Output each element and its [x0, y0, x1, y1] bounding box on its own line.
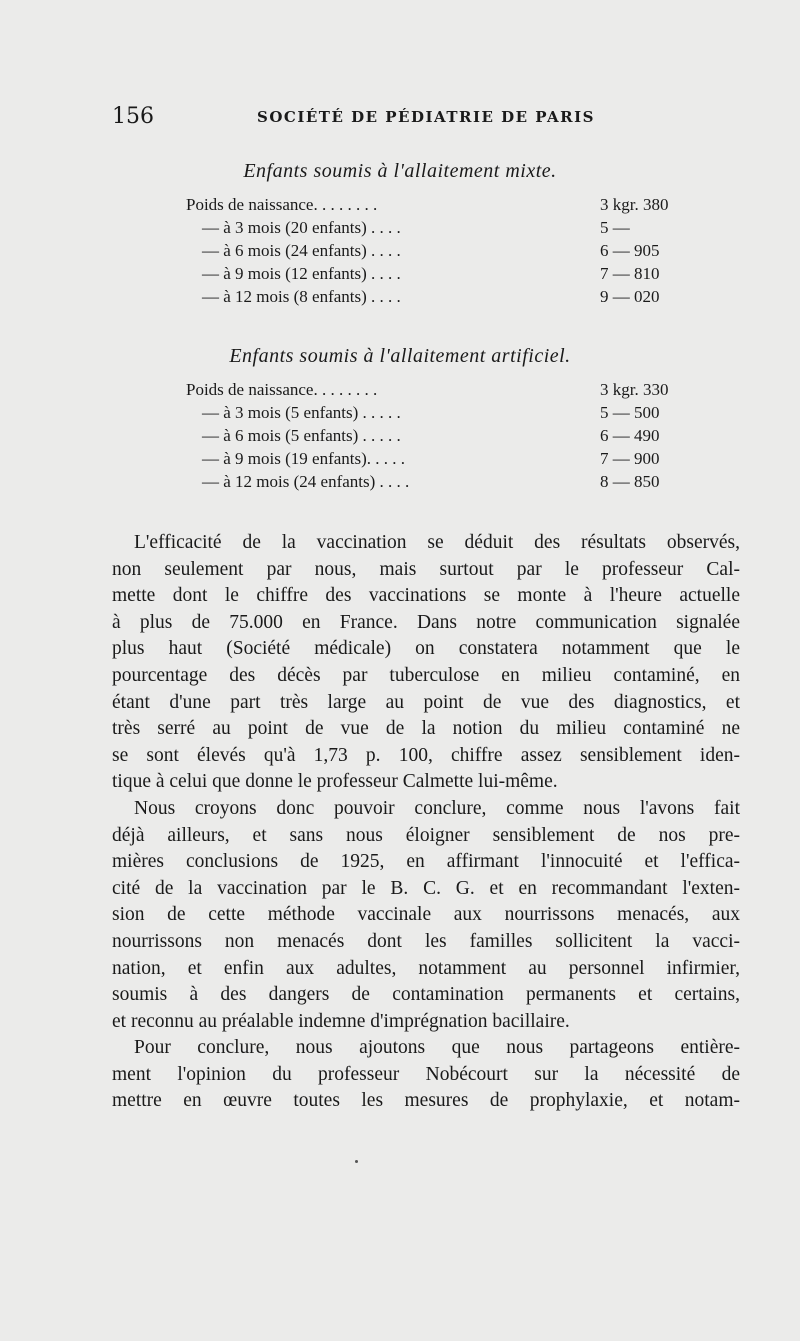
row-value: 5 —	[600, 218, 630, 237]
page-header	[112, 104, 740, 134]
row-label: Poids de naissance. . . . . . . .	[186, 195, 378, 214]
row-value: 6 — 490	[600, 426, 660, 445]
row-label: — à 12 mois (24 enfants) . . . .	[202, 472, 410, 491]
text-line: très serré au point de vue de la notion du milieu contaminé ne	[112, 718, 740, 740]
text-line: plus haut (Société médicale) on constatera notamment que le	[112, 638, 740, 660]
speck	[355, 1160, 358, 1163]
row-label: — à 9 mois (19 enfants). . . . .	[202, 449, 406, 468]
body-text	[112, 530, 740, 1115]
table-row	[186, 264, 660, 287]
row-value: 7 — 810	[600, 264, 660, 283]
weight-table	[186, 195, 669, 310]
table-row	[186, 472, 660, 495]
table-caption: Enfants soumis à l'allaitement artificiel.	[229, 345, 571, 367]
text-line: Pour conclure, nous ajoutons que nous partageons entière-	[134, 1037, 740, 1059]
table-row	[186, 195, 669, 218]
text-line: à plus de 75.000 en France. Dans notre communication signalée	[112, 611, 740, 633]
row-label: — à 6 mois (5 enfants) . . . . .	[202, 426, 401, 445]
table-row	[186, 426, 660, 449]
running-title: SOCIÉTÉ DE PÉDIATRIE DE PARIS	[257, 108, 595, 126]
table-caption: Enfants soumis à l'allaitement mixte.	[243, 160, 557, 182]
text-line: étant d'une part très large au point de vue des diagnostics, et	[112, 691, 740, 713]
row-value: 8 — 850	[600, 472, 660, 491]
row-value: 7 — 900	[600, 449, 660, 468]
text-line: se sont élevés qu'à 1,73 p. 100, chiffre assez sensiblement iden-	[112, 744, 740, 766]
text-line: sion de cette méthode vaccinale aux nourrissons menacés, aux	[112, 904, 740, 926]
text-line: L'efficacité de la vaccination se déduit des résultats observés,	[134, 532, 740, 553]
page-number: 156	[112, 104, 154, 129]
row-label: Poids de naissance. . . . . . . .	[186, 380, 378, 399]
text-line: cité de la vaccination par le B. C. G. et en recommandant l'exten-	[112, 877, 740, 899]
text-line: nation, et enfin aux adultes, notamment au personnel infirmier,	[112, 957, 740, 979]
text-line: soumis à des dangers de contamination permanents et certains,	[112, 984, 740, 1006]
weight-table	[186, 380, 669, 495]
text-line: mette dont le chiffre des vaccinations se monte à l'heure actuelle	[112, 585, 740, 607]
text-line: ment l'opinion du professeur Nobécourt sur la nécessité de	[112, 1063, 740, 1085]
row-value: 9 — 020	[600, 287, 660, 306]
row-label: — à 12 mois (8 enfants) . . . .	[202, 287, 401, 306]
row-label: — à 6 mois (24 enfants) . . . .	[202, 241, 401, 260]
text-line: pourcentage des décès par tuberculose en milieu contaminé, en	[112, 664, 740, 686]
text-line: mières conclusions de 1925, en affirmant l'innocuité et l'effica-	[112, 851, 740, 873]
text-line: tique à celui que donne le professeur Calmette lui-même.	[112, 771, 558, 793]
text-line: déjà ailleurs, et sans nous éloigner sensiblement de nos pre-	[112, 824, 740, 846]
row-label: — à 9 mois (12 enfants) . . . .	[202, 264, 401, 283]
table-row	[186, 287, 660, 310]
row-value: 5 — 500	[600, 403, 660, 422]
text-line: non seulement par nous, mais surtout par le professeur Cal-	[112, 558, 740, 580]
table-row	[186, 218, 656, 241]
table-row	[186, 449, 660, 472]
row-value: 3 kgr. 330	[600, 380, 669, 399]
text-line: et reconnu au préalable indemne d'imprégnation bacillaire.	[112, 1010, 570, 1032]
row-value: 6 — 905	[600, 241, 660, 260]
text-line: Nous croyons donc pouvoir conclure, comme nous l'avons fait	[134, 797, 740, 819]
table-row	[186, 380, 669, 403]
table-row	[186, 403, 660, 426]
row-label: — à 3 mois (5 enfants) . . . . .	[202, 403, 401, 422]
table-row	[186, 241, 660, 264]
text-line: nourrissons non menacés dont les familles sollicitent la vacci-	[112, 930, 740, 952]
text-line: mettre en œuvre toutes les mesures de prophylaxie, et notam-	[112, 1090, 740, 1112]
row-label: — à 3 mois (20 enfants) . . . .	[202, 218, 401, 237]
row-value: 3 kgr. 380	[600, 195, 669, 214]
